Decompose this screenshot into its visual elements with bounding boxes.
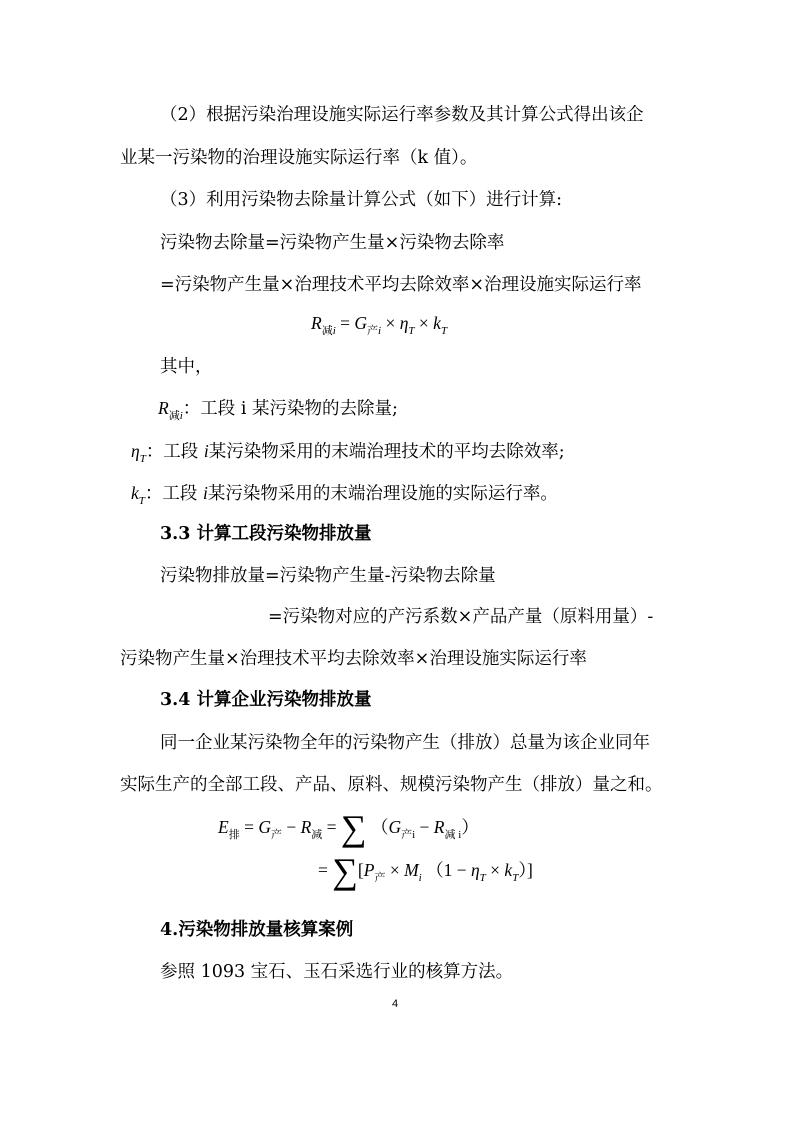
- formula-emission-line-1: $E_排 = G_产 - R_减$ = ∑ $(G_{产i} - R_{减 i})$: [218, 808, 479, 848]
- section-3-3-heading: 3.3 计算工段污染物排放量: [160, 524, 372, 544]
- section-3-3-line-1: 污染物排放量=污染物产生量-污染物去除量: [160, 566, 496, 586]
- formula-emission-line-2: = $\sum[P_产 \times M_i$ $(1 - \eta_T \times k_T)$]: [318, 851, 533, 891]
- section-3-3-line-3: 污染物产生量×治理技术平均去除效率×治理设施实际运行率: [120, 649, 587, 669]
- section-3-4-line-2: 实际生产的全部工段、产品、原料、规模污染物产生（排放）量之和。: [120, 775, 663, 795]
- section-4-line-1: 参照 1093 宝石、玉石采选行业的核算方法。: [160, 962, 514, 982]
- formula-removal: $R_{减i} = G_{产i} \times \eta_T \times k_T$: [311, 313, 448, 337]
- definition-r: $R_{减i}$：工段 i 某污染物的去除量;: [158, 398, 398, 422]
- section-3-3-line-2: =污染物对应的产污系数×产品产量（原料用量）-: [268, 607, 654, 627]
- page-number: 4: [392, 998, 399, 1010]
- section-3-4-heading: 3.4 计算企业污染物排放量: [160, 690, 372, 710]
- sum-symbol-2: ∑: [332, 851, 358, 891]
- definition-k: $k_T$：工段 i某污染物采用的末端治理设施的实际运行率。: [131, 483, 558, 507]
- section-3-4-line-1: 同一企业某污染物全年的污染物产生（排放）总量为该企业同年: [160, 733, 650, 753]
- paragraph-2-line-2: 业某一污染物的治理设施实际运行率（k 值）。: [120, 148, 478, 168]
- definition-eta: $\eta_T$：工段 i某污染物采用的末端治理技术的平均去除效率;: [131, 441, 565, 465]
- where-label: 其中，: [160, 357, 213, 377]
- removal-definition: 污染物去除量=污染物产生量×污染物去除率: [160, 233, 505, 253]
- removal-expansion: =污染物产生量×治理技术平均去除效率×治理设施实际运行率: [160, 275, 642, 295]
- paragraph-3: （3）利用污染物去除量计算公式（如下）进行计算:: [160, 190, 563, 210]
- paragraph-2-line-1: （2）根据污染治理设施实际运行率参数及其计算公式得出该企: [160, 105, 644, 125]
- sum-symbol: ∑: [340, 808, 367, 848]
- section-4-heading: 4.污染物排放量核算案例: [160, 920, 354, 940]
